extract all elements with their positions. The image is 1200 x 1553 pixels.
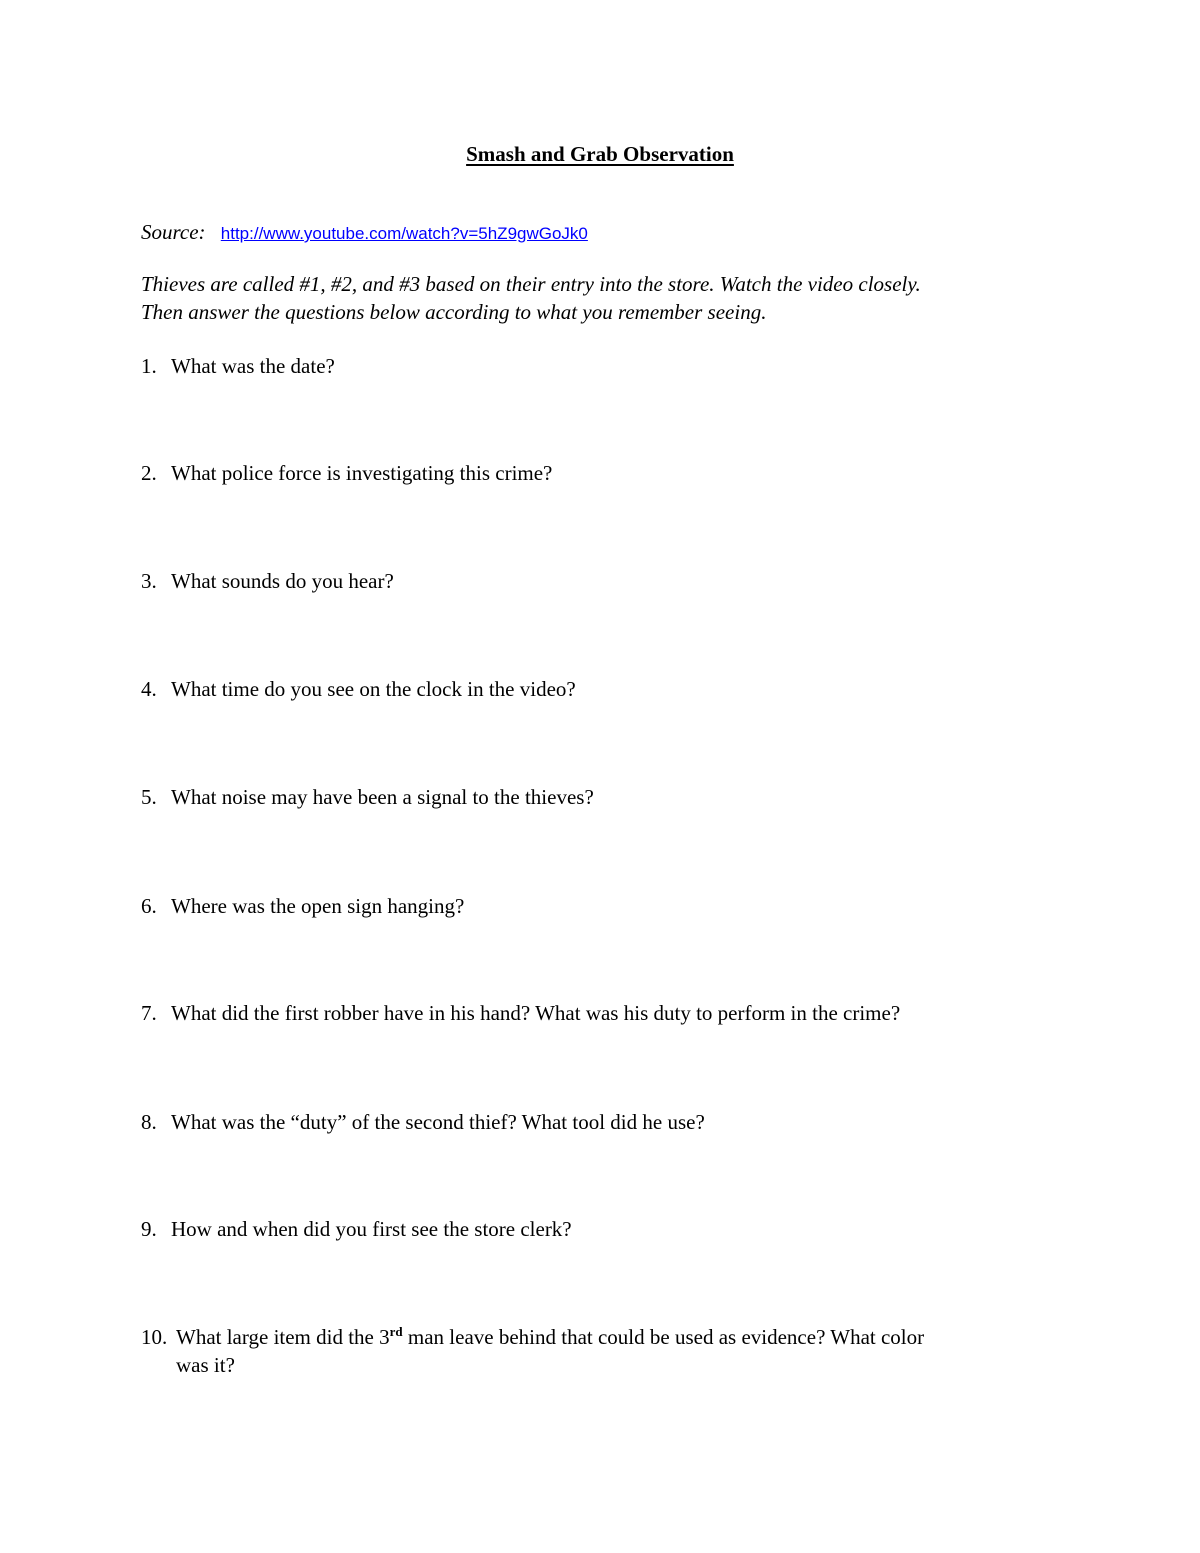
question-text: What did the first robber have in his hand? What was his duty to perform in the crime? [171,1001,901,1025]
question-number: 9. [141,1217,157,1241]
source-link[interactable]: http://www.youtube.com/watch?v=5hZ9gwGoJk0 [220,224,588,243]
question-text: What police force is investigating this crime? [171,461,553,485]
question-text: What noise may have been a signal to the thieves? [171,785,594,809]
question-number: 10. [141,1325,168,1349]
question-number: 8. [141,1110,157,1134]
instructions-line-2: Then answer the questions below according to what you remember seeing. [141,300,767,324]
question-text: Where was the open sign hanging? [171,894,465,918]
ordinal-superscript: rd [389,1324,403,1339]
question-text-part-1: What large item did the 3 [176,1325,390,1349]
question-4 [141,675,1041,703]
question-number: 5. [141,785,157,809]
question-1 [141,352,1041,380]
question-2 [141,459,1041,487]
question-text-part-2: man leave behind that could be used as evidence? What color [402,1325,925,1349]
question-7 [141,999,1041,1027]
question-text: What was the “duty” of the second thief? What tool did he use? [171,1110,705,1134]
question-text: How and when did you first see the store clerk? [171,1217,572,1241]
question-number: 1. [141,354,157,378]
question-text: What time do you see on the clock in the video? [171,677,576,701]
question-text: What sounds do you hear? [171,569,394,593]
question-9 [141,1215,1041,1243]
question-6 [141,892,1041,920]
page-title: Smash and Grab Observation [466,142,734,166]
question-text-line-2: was it? [176,1353,235,1377]
instructions-line-1: Thieves are called #1, #2, and #3 based on their entry into the store. Watch the video closely. [141,272,921,296]
question-number: 4. [141,677,157,701]
question-3 [141,567,1041,595]
instructions [141,270,1061,326]
question-8 [141,1108,1041,1136]
question-10 [141,1323,1041,1379]
question-text: What was the date? [171,354,335,378]
question-number: 2. [141,461,157,485]
question-number: 3. [141,569,157,593]
question-5 [141,783,1041,811]
question-number: 6. [141,894,157,918]
source-line [141,220,588,245]
question-number: 7. [141,1001,157,1025]
source-label: Source: [141,220,206,244]
